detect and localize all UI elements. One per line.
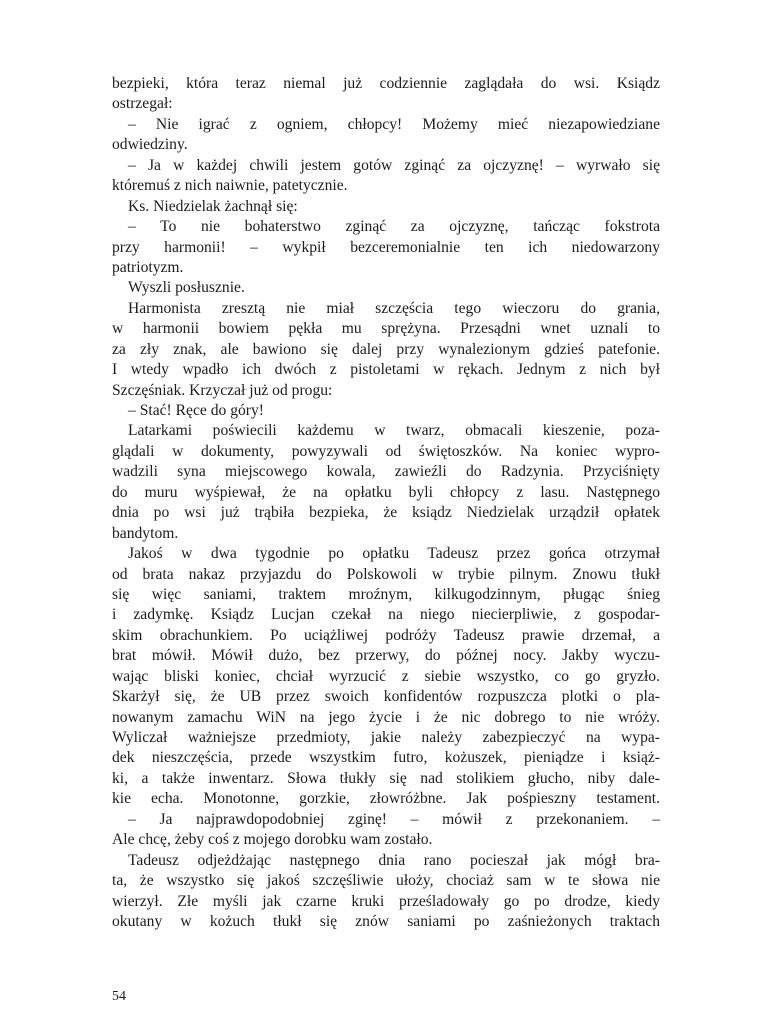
text-line: – To nie bohaterstwo zginąć za ojczyznę, tańcząc fokstrota <box>128 218 660 236</box>
text-line: dek nieszczęścia, przede wszystkim futro, kożuszek, pieniądze i książ- <box>112 749 660 767</box>
body-text <box>112 74 660 932</box>
text-line: – Nie igrać z ogniem, chłopcy! Możemy mieć niezapowiedziane <box>128 115 660 133</box>
page-number: 54 <box>112 989 126 1004</box>
text-line: ki, a także inwentarz. Słowa tłukły się nad stolikiem głucho, niby dale- <box>112 769 660 787</box>
text-line: – Ja w każdej chwili jestem gotów zginąć za ojczyznę! – wyrwało się <box>128 156 660 174</box>
text-line: Tadeusz odjeżdżając następnego dnia rano pocieszał jak mógł bra- <box>128 851 660 869</box>
text-line: Ks. Niedzielak żachnął się: <box>128 197 298 215</box>
text-line: Szczęśniak. Krzyczał już od progu: <box>112 381 333 399</box>
text-line: i zadymkę. Ksiądz Lucjan czekał na niego niecierpliwie, z gospodar- <box>112 606 660 624</box>
text-line: przy harmonii! – wykpił bezceremonialnie ten ich niedowarzony <box>112 238 660 256</box>
text-line: brat mówił. Mówił dużo, bez przerwy, do późnej nocy. Jakby wyczu- <box>112 647 660 665</box>
text-line: okutany w kożuch tłukł się znów saniami po zaśnieżonych traktach <box>112 912 660 930</box>
text-line: wając bliski koniec, chciał wyrzucić z siebie wszystko, co go gryzło. <box>112 667 660 685</box>
text-line: za zły znak, ale bawiono się dalej przy wynalezionym gdzieś patefonie. <box>112 340 660 358</box>
text-line: w harmonii bowiem pękła mu sprężyna. Przesądni wnet uznali to <box>112 320 660 338</box>
text-line: – Ja najprawdopodobniej zginę! – mówił z przekonaniem. – <box>128 810 660 828</box>
text-line: kie echa. Monotonne, gorzkie, złowróżbne. Jak pośpieszny testament. <box>112 790 660 808</box>
text-line: bezpieki, która teraz niemal już codziennie zaglądała do wsi. Ksiądz <box>112 75 660 92</box>
text-line: bandytom. <box>112 524 179 542</box>
text-line: glądali w dokumenty, powyzywali od świętoszków. Na koniec wypro- <box>112 442 660 460</box>
text-line: ta, że wszystko się jakoś szczęśliwie ułoży, chociaż sam w te słowa nie <box>112 872 660 890</box>
text-line: nowanym zamachu WiN na jego życie i że nic dobrego to nie wróży. <box>112 708 660 726</box>
text-line: wadzili syna miejscowego kowala, zawieźli do Radzynia. Przyciśnięty <box>112 463 660 481</box>
text-line: – Stać! Ręce do góry! <box>128 402 264 419</box>
text-line: do muru wyśpiewał, że na opłatku byli chłopcy z lasu. Następnego <box>112 483 660 501</box>
text-line: patriotyzm. <box>112 258 184 276</box>
text-line: ostrzegał: <box>112 95 173 113</box>
text-line: I wtedy wpadło ich dwóch z pistoletami w rękach. Jednym z nich był <box>112 361 660 379</box>
text-line: Jakoś w dwa tygodnie po opłatku Tadeusz przez gońca otrzymał <box>128 545 660 563</box>
text-line: Skarżył się, że UB przez swoich konfidentów rozpuszcza plotki o pla- <box>112 688 660 706</box>
text-line: Ale chcę, żeby coś z mojego dorobku wam zostało. <box>112 831 433 849</box>
text-line: odwiedziny. <box>112 136 188 154</box>
text-line: któremuś z nich naiwnie, patetycznie. <box>112 177 348 195</box>
text-line: Wyszli posłusznie. <box>128 279 245 297</box>
text-line: skim obrachunkiem. Po uciążliwej podróży Tadeusz prawie drzemał, a <box>112 626 660 644</box>
text-line: się więc saniami, traktem mroźnym, kilkugodzinnym, pługąc śnieg <box>112 585 660 603</box>
text-line: od brata nakaz przyjazdu do Polskowoli w trybie pilnym. Znowu tłukł <box>112 565 660 583</box>
text-line: wierzył. Złe myśli jak czarne kruki prześladowały go po drodze, kiedy <box>112 892 660 910</box>
text-line: Harmonista zresztą nie miał szczęścia tego wieczoru do grania, <box>128 299 660 317</box>
text-line: Latarkami poświecili każdemu w twarz, obmacali kieszenie, poza- <box>128 422 660 440</box>
text-line: Wyliczał ważniejsze przedmioty, jakie należy zabezpieczyć na wypa- <box>112 729 660 746</box>
text-line: dnia po wsi już trąbiła bezpieka, że ksiądz Niedzielak urządził opłatek <box>112 504 660 522</box>
